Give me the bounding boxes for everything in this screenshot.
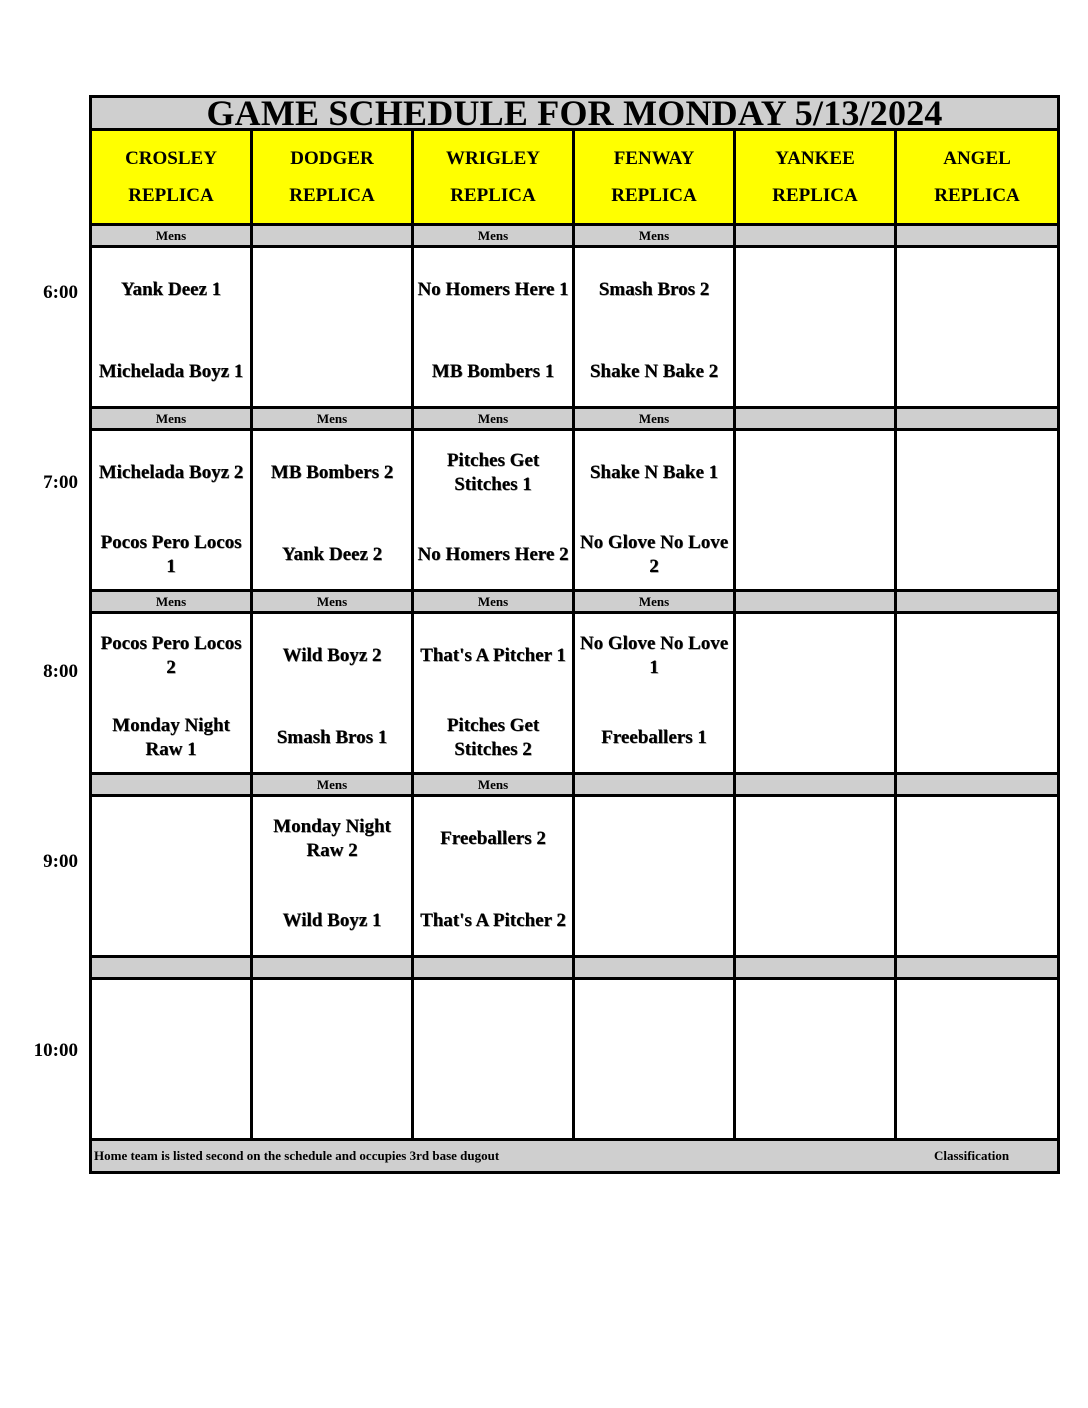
classification-cell [574,774,735,796]
away-team [92,994,250,1050]
classification-cell [91,957,252,979]
classification-row [91,408,1059,430]
game-cell [91,796,252,957]
field-type: REPLICA [611,185,697,206]
game-row [91,430,1059,591]
classification-cell [252,957,413,979]
classification-cell: Mens [252,408,413,430]
home-team [736,344,894,400]
away-team: Yank Deez 1 [120,279,222,300]
away-team [414,994,572,1050]
game-cell [896,247,1059,408]
home-team: Pocos Pero Locos 1 [100,532,242,577]
field-type: REPLICA [772,185,858,206]
field-header [896,130,1059,225]
away-team: Shake N Bake 1 [589,462,719,483]
home-team [897,893,1057,949]
classification-cell: Mens [413,225,574,247]
field-name: DODGER [290,148,374,169]
home-team [736,1076,894,1132]
game-cell [413,430,574,591]
field-name: FENWAY [613,148,695,169]
classification-row [91,774,1059,796]
footer-cell [91,1140,1059,1173]
game-cell [252,979,413,1140]
away-team: Freeballers 2 [440,828,546,849]
classification-cell: Mens [91,591,252,613]
game-cell [252,247,413,408]
game-cell [413,247,574,408]
game-cell [735,430,896,591]
game-cell [896,796,1059,957]
game-cell [413,796,574,957]
game-cell [735,979,896,1140]
home-team: Wild Boyz 1 [282,910,382,931]
classification-cell [896,225,1059,247]
away-team: No Homers Here 1 [417,279,569,300]
home-team [897,1076,1057,1132]
classification-row [91,957,1059,979]
away-team: Michelada Boyz 2 [98,462,244,483]
game-row [91,796,1059,957]
classification-cell: Mens [413,408,574,430]
field-header [413,130,574,225]
game-cell [91,430,252,591]
game-cell [574,247,735,408]
classification-cell [735,408,896,430]
away-team: MB Bombers 2 [270,462,394,483]
classification-cell [896,408,1059,430]
game-cell [574,613,735,774]
classification-cell: Mens [413,774,574,796]
time-slot-label: 7:00 [43,471,78,493]
classification-cell [413,957,574,979]
home-team: Yank Deez 2 [281,544,383,565]
away-team [897,445,1057,501]
game-cell [252,796,413,957]
game-cell [91,613,252,774]
home-team [897,527,1057,583]
away-team [736,628,894,684]
away-team: Smash Bros 2 [598,279,710,300]
away-team [736,262,894,318]
home-team [414,1076,572,1132]
classification-cell [252,225,413,247]
field-header [91,130,252,225]
game-cell [91,979,252,1140]
classification-cell [735,591,896,613]
game-cell [252,613,413,774]
home-team: Pitches Get Stitches 2 [446,715,540,760]
field-header-row [91,130,1059,225]
home-team: Freeballers 1 [601,727,707,748]
away-team: Wild Boyz 2 [282,645,382,666]
classification-row [91,225,1059,247]
field-header [252,130,413,225]
home-team [736,527,894,583]
field-type: REPLICA [934,185,1020,206]
classification-row [91,591,1059,613]
away-team: No Glove No Love 1 [579,633,729,678]
time-slot-label: 6:00 [43,282,78,303]
field-type: REPLICA [128,185,214,206]
time-slot-label: 8:00 [43,661,78,682]
game-cell [735,613,896,774]
field-header [574,130,735,225]
home-team: No Homers Here 2 [417,544,569,565]
away-team [897,994,1057,1050]
away-team [575,994,733,1050]
game-cell [735,247,896,408]
away-team [897,628,1057,684]
classification-cell: Mens [91,225,252,247]
home-team: Monday Night Raw 1 [112,715,230,760]
game-cell [574,979,735,1140]
field-name: ANGEL [943,148,1011,169]
game-row [91,613,1059,774]
classification-cell: Mens [252,774,413,796]
game-cell [735,796,896,957]
away-team [736,445,894,501]
time-slot-label: 10:00 [33,1040,78,1061]
classification-cell [735,225,896,247]
classification-cell: Mens [252,591,413,613]
time-slot-label: 9:00 [43,850,78,872]
home-team: Smash Bros 1 [276,727,388,748]
home-team [736,893,894,949]
home-team: MB Bombers 1 [431,361,555,382]
classification-cell: Mens [413,591,574,613]
home-team [92,893,250,949]
away-team: That's A Pitcher 1 [420,645,566,666]
classification-cell [91,774,252,796]
game-cell [574,430,735,591]
field-name: WRIGLEY [446,148,540,169]
home-team: That's A Pitcher 2 [420,910,566,931]
away-team: Pitches Get Stitches 1 [446,450,540,495]
schedule-title: GAME SCHEDULE FOR MONDAY 5/13/2024 [91,97,1059,130]
game-row [91,979,1059,1140]
game-cell [413,613,574,774]
away-team: Monday Night Raw 2 [273,816,391,861]
game-cell [574,796,735,957]
away-team [92,811,250,867]
home-team [575,1076,733,1132]
classification-cell: Mens [574,225,735,247]
game-cell [896,430,1059,591]
home-team [575,893,733,949]
field-name: YANKEE [775,148,855,169]
classification-cell [574,957,735,979]
classification-cell [896,774,1059,796]
classification-cell [735,774,896,796]
classification-cell: Mens [91,408,252,430]
game-cell [896,979,1059,1140]
game-cell [896,613,1059,774]
schedule-table [89,95,1060,1174]
away-team [575,811,733,867]
field-type: REPLICA [289,185,375,206]
classification-cell [735,957,896,979]
home-team-note: Home team is listed second on the schedule and occupies 3rd base dugout [94,1148,500,1163]
away-team [897,262,1057,318]
game-cell [252,430,413,591]
title-row [91,97,1059,130]
field-header [735,130,896,225]
classification-label: Classification [934,1148,1010,1163]
home-team [253,344,411,400]
home-team: Michelada Boyz 1 [98,361,244,382]
classification-cell: Mens [574,408,735,430]
away-team [736,994,894,1050]
home-team: Shake N Bake 2 [589,361,719,382]
away-team [897,811,1057,867]
home-team [253,1076,411,1132]
field-name: CROSLEY [125,148,217,169]
away-team [253,262,411,318]
home-team [897,344,1057,400]
home-team [897,710,1057,766]
game-cell [413,979,574,1140]
home-team [736,710,894,766]
home-team [92,1076,250,1132]
classification-cell [896,591,1059,613]
away-team [736,811,894,867]
game-row [91,247,1059,408]
home-team: No Glove No Love 2 [579,532,729,577]
away-team: Pocos Pero Locos 2 [100,633,242,678]
away-team [253,994,411,1050]
footer-row [91,1140,1059,1173]
classification-cell [896,957,1059,979]
game-cell [91,247,252,408]
classification-cell: Mens [574,591,735,613]
field-type: REPLICA [450,185,536,206]
